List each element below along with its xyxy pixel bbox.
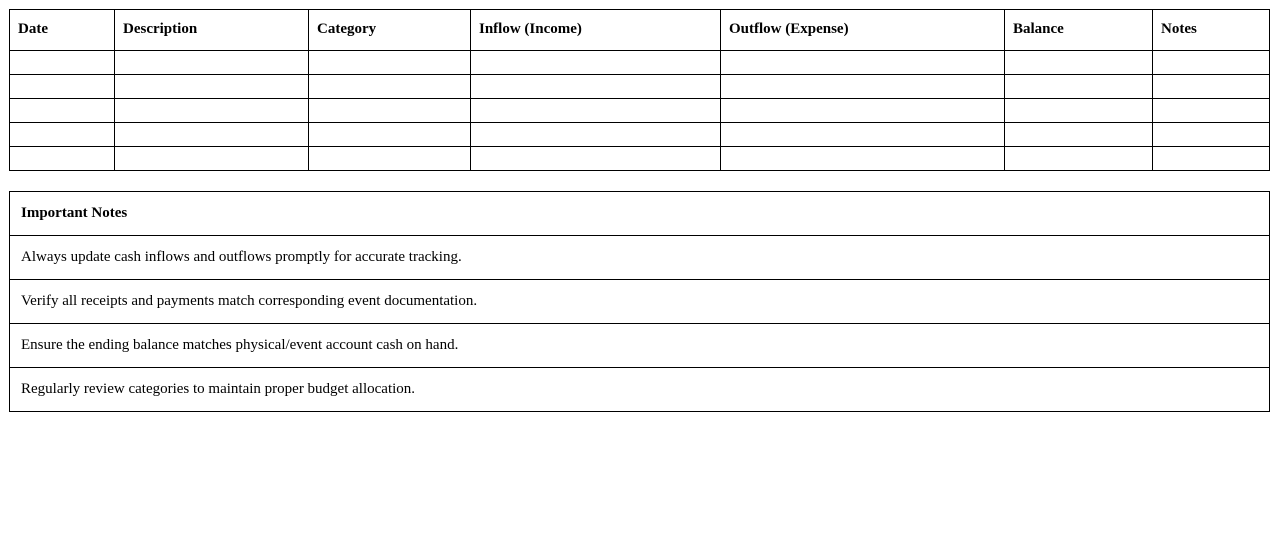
table-gap [9, 171, 1269, 191]
cell-balance[interactable] [1005, 99, 1153, 123]
note-text: Always update cash inflows and outflows promptly for accurate tracking. [10, 236, 1270, 280]
table-row [10, 99, 1270, 123]
column-header-inflow: Inflow (Income) [471, 10, 721, 51]
cell-date[interactable] [10, 75, 115, 99]
cell-inflow[interactable] [471, 99, 721, 123]
note-text: Regularly review categories to maintain proper budget allocation. [10, 368, 1270, 412]
cell-notes[interactable] [1153, 99, 1270, 123]
table-header-row [10, 10, 1270, 51]
cash-ledger-table [9, 9, 1270, 171]
cell-outflow[interactable] [721, 75, 1005, 99]
cell-description[interactable] [115, 99, 309, 123]
cell-category[interactable] [309, 123, 471, 147]
column-header-outflow: Outflow (Expense) [721, 10, 1005, 51]
column-header-description: Description [115, 10, 309, 51]
column-header-category: Category [309, 10, 471, 51]
cell-balance[interactable] [1005, 147, 1153, 171]
cell-inflow[interactable] [471, 51, 721, 75]
important-notes-table [9, 191, 1270, 412]
column-header-balance: Balance [1005, 10, 1153, 51]
cell-inflow[interactable] [471, 147, 721, 171]
table-row [10, 123, 1270, 147]
note-text: Ensure the ending balance matches physical/event account cash on hand. [10, 324, 1270, 368]
table-row [10, 75, 1270, 99]
cell-inflow[interactable] [471, 123, 721, 147]
column-header-date: Date [10, 10, 115, 51]
cell-outflow[interactable] [721, 51, 1005, 75]
cell-outflow[interactable] [721, 123, 1005, 147]
list-item [10, 368, 1270, 412]
cell-date[interactable] [10, 147, 115, 171]
cell-description[interactable] [115, 123, 309, 147]
list-item [10, 324, 1270, 368]
cell-notes[interactable] [1153, 75, 1270, 99]
cell-description[interactable] [115, 147, 309, 171]
notes-heading: Important Notes [10, 192, 1270, 236]
cell-notes[interactable] [1153, 147, 1270, 171]
cell-description[interactable] [115, 51, 309, 75]
cell-balance[interactable] [1005, 123, 1153, 147]
cell-category[interactable] [309, 51, 471, 75]
list-item [10, 236, 1270, 280]
cell-category[interactable] [309, 147, 471, 171]
cell-date[interactable] [10, 123, 115, 147]
table-row [10, 147, 1270, 171]
cell-outflow[interactable] [721, 147, 1005, 171]
cell-balance[interactable] [1005, 75, 1153, 99]
cell-description[interactable] [115, 75, 309, 99]
cell-balance[interactable] [1005, 51, 1153, 75]
cell-outflow[interactable] [721, 99, 1005, 123]
cell-date[interactable] [10, 51, 115, 75]
column-header-notes: Notes [1153, 10, 1270, 51]
list-item [10, 280, 1270, 324]
cell-inflow[interactable] [471, 75, 721, 99]
note-text: Verify all receipts and payments match corresponding event documentation. [10, 280, 1270, 324]
cell-notes[interactable] [1153, 123, 1270, 147]
cell-category[interactable] [309, 75, 471, 99]
cell-category[interactable] [309, 99, 471, 123]
notes-heading-row [10, 192, 1270, 236]
table-row [10, 51, 1270, 75]
cell-date[interactable] [10, 99, 115, 123]
cell-notes[interactable] [1153, 51, 1270, 75]
